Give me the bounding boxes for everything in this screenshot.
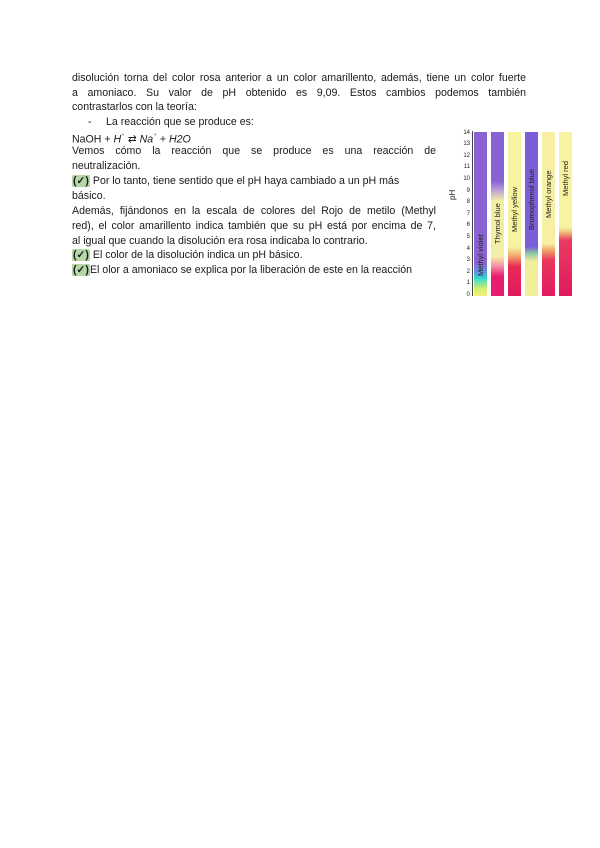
line-text: El color de la disolución indica un pH básico. [89, 249, 303, 261]
ph-tick: 6 [466, 222, 470, 228]
indicator-label: Methyl violet [476, 234, 485, 276]
ph-tick: 0 [466, 292, 470, 298]
ph-tick: 14 [463, 130, 470, 136]
ph-tick: 13 [463, 141, 470, 147]
paragraph-line [72, 175, 436, 188]
ph-tick: 8 [466, 199, 470, 205]
indicator-label: Methyl orange [544, 170, 553, 218]
ph-tick: 7 [466, 211, 470, 217]
eq-part: H2O [168, 133, 191, 146]
check-mark-icon: (✓) [73, 264, 89, 276]
paragraph-line: red), el color amarillento indica también que su pH está por encima de 7, [72, 220, 436, 232]
paragraph-line [72, 249, 303, 262]
ph-tick: 5 [466, 234, 470, 240]
ph-axis-line [472, 131, 473, 296]
ph-tick: 9 [466, 188, 470, 194]
indicator-label: Methyl yellow [510, 186, 519, 232]
list-dash: - [88, 116, 92, 128]
ph-tick: 2 [466, 269, 470, 275]
indicator-label: Methyl red [561, 160, 570, 196]
paragraph-line: neutralización. [72, 160, 141, 172]
indicator-label: Bromophenol blue [527, 169, 536, 230]
list-item-text: La reacción que se produce es: [106, 116, 254, 128]
paragraph-line [72, 264, 412, 277]
ph-tick: 10 [463, 176, 470, 182]
eq-arrow: ⇄ [124, 133, 140, 146]
list-item [88, 116, 254, 129]
eq-part: ⁺ [121, 133, 125, 140]
eq-part: NaOH + [72, 133, 114, 146]
indicator-label: Thymol blue [493, 203, 502, 244]
eq-part: + [156, 133, 169, 146]
ph-tick: 1 [466, 280, 470, 286]
paragraph-line: básico. [72, 190, 106, 202]
check-mark-icon: (✓) [73, 175, 89, 187]
line-text: El olor a amoniaco se explica por la liberación de este en la reacción [89, 264, 413, 276]
ph-tick: 12 [463, 153, 470, 159]
indicator-column-methyl-red [559, 132, 572, 296]
check-mark-icon: (✓) [73, 249, 89, 261]
eq-part: Na [139, 133, 154, 146]
ph-axis-label: pH [448, 189, 457, 200]
eq-part: ⁺ [153, 133, 157, 140]
paragraph-line: al igual que cuando la disolución era rosa indicaba lo contrario. [72, 235, 368, 247]
ph-tick: 4 [466, 246, 470, 252]
paragraph-line: Vemos cómo la reacción que se produce es una reacción de [72, 145, 436, 157]
line-text: Por lo tanto, tiene sentido que el pH haya cambiado a un pH más [89, 175, 400, 187]
paragraph-line: a amoniaco. Su valor de pH obtenido es 9,09. Estos cambios podemos también [72, 87, 526, 99]
paragraph-line: disolución torna del color rosa anterior a un color amarillento, además, tiene un color fuerte [72, 72, 526, 84]
paragraph-line: Además, fijándonos en la escala de colores del Rojo de metilo (Methyl [72, 205, 436, 217]
paragraph-line: contrastarlos con la teoría: [72, 101, 197, 113]
eq-part: H [113, 133, 122, 146]
ph-tick: 3 [466, 257, 470, 263]
ph-tick: 11 [463, 164, 470, 170]
